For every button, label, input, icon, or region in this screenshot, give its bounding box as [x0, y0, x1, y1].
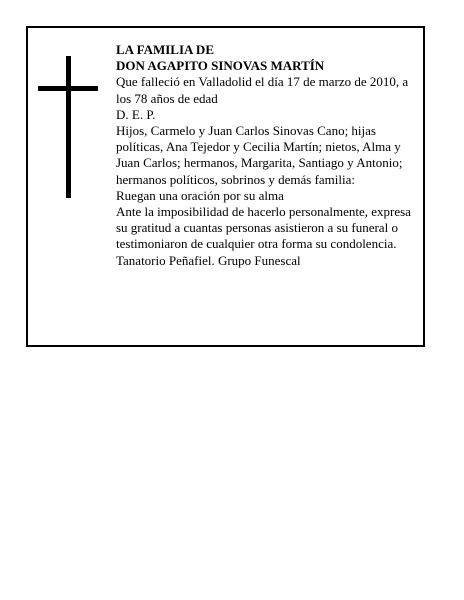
cross-icon	[38, 56, 98, 198]
obituary-notice	[26, 26, 425, 347]
cross-horizontal-bar	[38, 86, 98, 91]
notice-text	[116, 42, 422, 269]
family-members: Hijos, Carmelo y Juan Carlos Sinovas Cano; hijas políticas, Ana Tejedor y Cecilia Martín; nietos, Alma y Juan Carlos; hermanos, Margarita, Santiago y Antonio; hermanos políticos, sobrinos y demás familia:	[116, 123, 403, 187]
deceased-name: DON AGAPITO SINOVAS MARTÍN	[116, 58, 325, 74]
prayer-request: Ruegan una oración por su alma	[116, 187, 284, 203]
death-info: Que falleció en Valladolid el día 17 de marzo de 2010, a los 78 años de edad	[116, 74, 409, 106]
heading-line-1: LA FAMILIA DE	[116, 42, 214, 57]
gratitude-message: Ante la imposibilidad de hacerlo personalmente, expresa su gratitud a cuantas personas asistieron a su funeral o testimoniaron de cualquier otra forma su condolencia.	[116, 204, 411, 252]
funeral-home: Tanatorio Peñafiel. Grupo Funescal	[116, 252, 301, 268]
cross-vertical-bar	[66, 56, 71, 198]
rest-in-peace: D. E. P.	[116, 106, 156, 122]
